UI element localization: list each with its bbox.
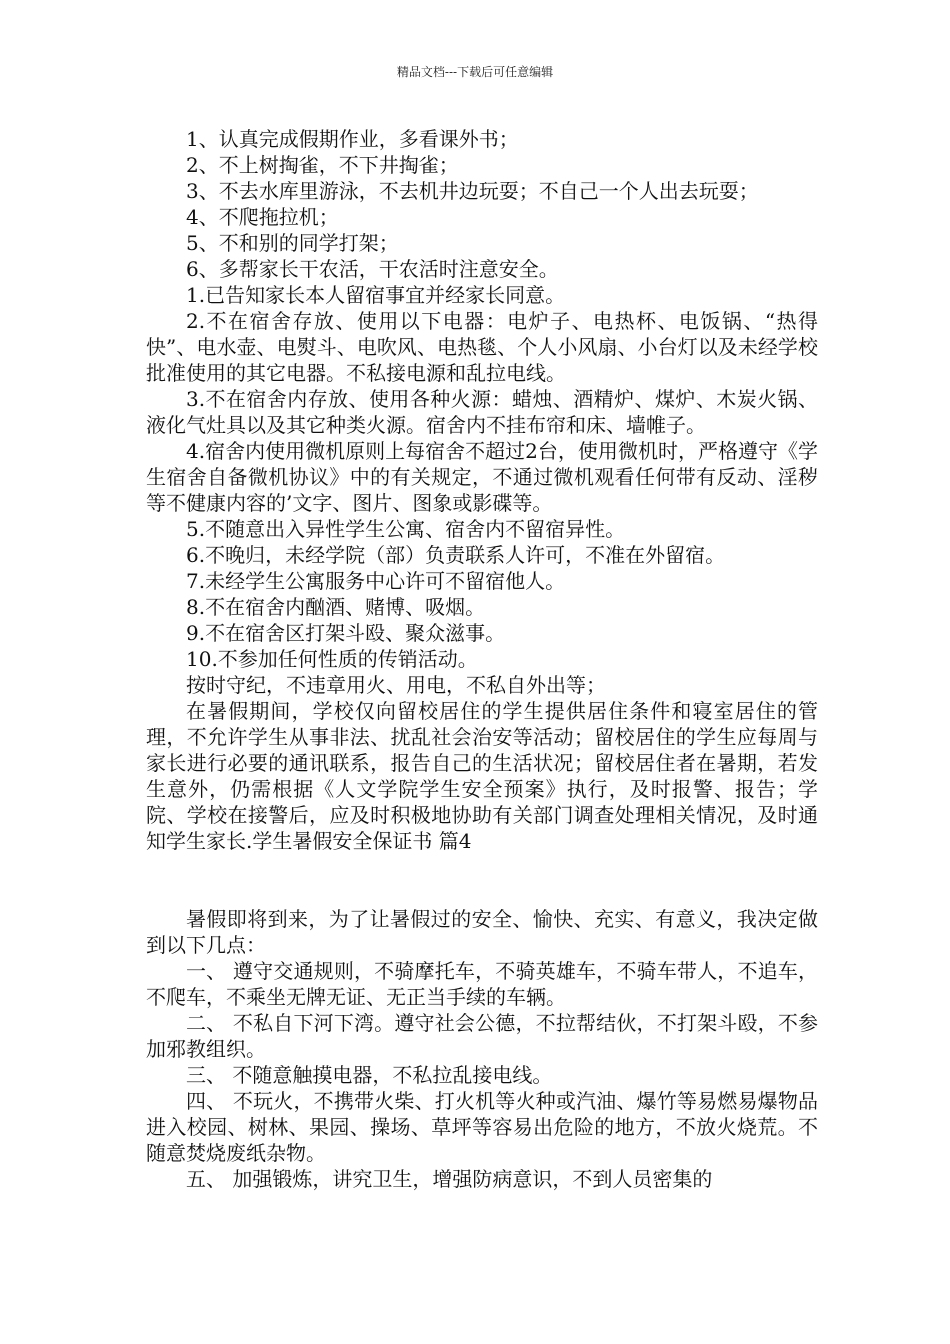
paragraph-18: 在暑假期间，学校仅向留校居住的学生提供居住条件和寝室居住的管理，不允许学生从事非法、扰乱社会治安等活动；留校居住的学生应每周与家长进行必要的通讯联系，报告自己的生活状况；留校居住者在暑期，若发生意外，仍需根据《人文学院学生安全预案》执行，及时报警、报告；学院、学校在接警后，应及时积极地协助有关部门调查处理相关情况，及时通知学生家长.学生暑假安全保证书 篇4 [146,699,818,853]
paragraph-8: 2.不在宿舍存放、使用以下电器：电炉子、电热杯、电饭锅、“热得快”、电水壶、电熨斗、电吹风、电热毯、个人小风扇、小台灯以及未经学校批准使用的其它电器。不私接电源和乱拉电线。 [146,309,818,385]
paragraph-5: 5、不和别的同学打架； [186,231,399,255]
paragraph-2: 2、不上树掏雀，不下井掏雀； [186,153,459,177]
paragraph-9: 3.不在宿舍内存放、使用各种火源：蜡烛、酒精炉、煤炉、木炭火锅、液化气灶具以及其它种类火源。宿舍内不挂布帘和床、墙帷子。 [146,387,818,437]
paragraph-4: 4、不爬拖拉机； [186,205,339,229]
paragraph-12: 6.不晚归，未经学院（部）负责联系人许可，不准在外留宿。 [186,543,726,567]
paragraph-19: 暑假即将到来，为了让暑假过的安全、愉快、充实、有意义，我决定做到以下几点： [146,907,818,957]
document-body [146,126,818,1192]
paragraph-11: 5.不随意出入异性学生公寓、宿舍内不留宿异性。 [186,517,626,541]
paragraph-22: 三、 不随意触摸电器，不私拉乱接电线。 [186,1063,553,1087]
paragraph-6: 6、多帮家长干农活，干农活时注意安全。 [186,257,559,281]
paragraph-1: 1、认真完成假期作业，多看课外书； [186,127,519,151]
paragraph-15: 9.不在宿舍区打架斗殴、聚众滋事。 [186,621,506,645]
section-gap [146,854,818,906]
paragraph-21: 二、 不私自下河下湾。遵守社会公德，不拉帮结伙，不打架斗殴，不参加邪教组织。 [146,1011,818,1061]
paragraph-10: 4.宿舍内使用微机原则上每宿舍不超过2台，使用微机时，严格遵守《学生宿舍自备微机协议》中的有关规定，不通过微机观看任何带有反动、淫秽等不健康内容的’文字、图片、图象或影碟等。 [146,439,818,515]
paragraph-24: 五、 加强锻炼，讲究卫生，增强防病意识，不到人员密集的 [186,1167,713,1191]
paragraph-14: 8.不在宿舍内酗酒、赌博、吸烟。 [186,595,486,619]
paragraph-17: 按时守纪，不违章用火、用电，不私自外出等； [186,673,606,697]
paragraph-20: 一、 遵守交通规则，不骑摩托车，不骑英雄车，不骑车带人，不追车，不爬车，不乘坐无牌无证、无正当手续的车辆。 [146,959,818,1009]
paragraph-23: 四、 不玩火，不携带火柴、打火机等火种或汽油、爆竹等易燃易爆物品进入校园、树林、果园、操场、草坪等容易出危险的地方，不放火烧荒。不随意焚烧废纸杂物。 [146,1089,818,1165]
paragraph-16: 10.不参加任何性质的传销活动。 [186,647,478,671]
paragraph-7: 1.已告知家长本人留宿事宜并经家长同意。 [186,283,566,307]
paragraph-13: 7.未经学生公寓服务中心许可不留宿他人。 [186,569,566,593]
paragraph-3: 3、不去水库里游泳，不去机井边玩耍；不自己一个人出去玩耍； [186,179,759,203]
page-header: 精品文档---下载后可任意编辑 [396,65,554,79]
